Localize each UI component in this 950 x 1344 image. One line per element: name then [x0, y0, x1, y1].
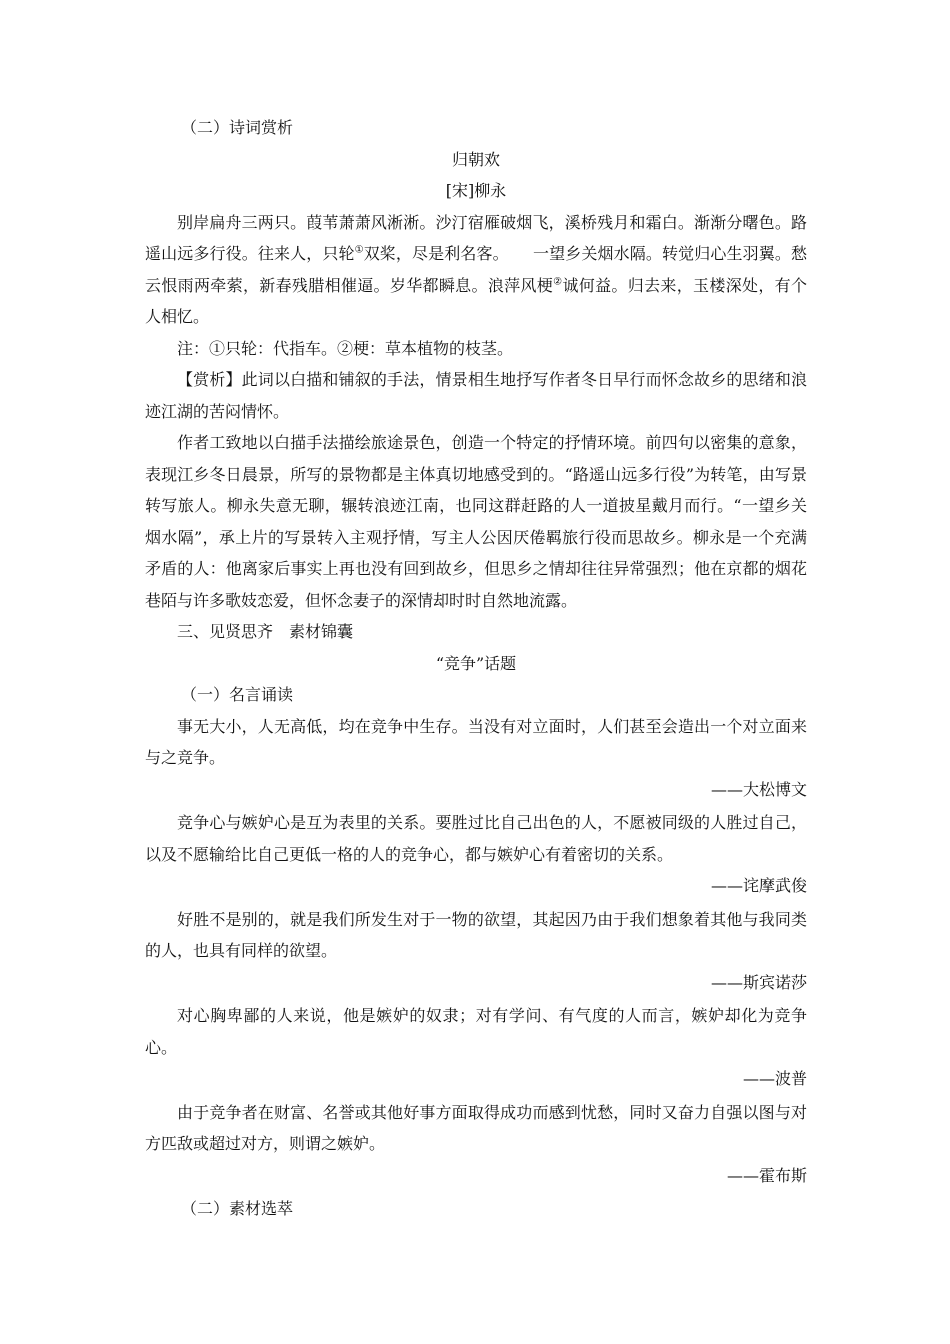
document-page	[145, 112, 807, 1225]
quote-text: 事无大小，人无高低，均在竞争中生存。当没有对立面时，人们甚至会造出一个对立面来与之竞争。	[145, 716, 807, 767]
poem-text-part-2: 双桨，尽是利名客。 一望乡关烟水隔。转觉归心生羽翼。愁云恨雨两牵萦，新春残腊相催逼。岁华都瞬息。浪萍风梗	[145, 244, 807, 295]
quote-item	[145, 1097, 807, 1192]
poem-text-part-1: 别岸扁舟三两只。葭苇萧萧风淅淅。沙汀宿雁破烟飞，溪桥残月和霜白。渐渐分曙色。路遥山远多行役。往来人，只轮	[145, 212, 807, 263]
poem-body	[145, 207, 807, 333]
poem-note: 注：①只轮：代指车。②梗：草本植物的枝茎。	[177, 338, 514, 358]
quote-text: 竞争心与嫉妒心是互为表里的关系。要胜过比自己出色的人，不愿被同级的人胜过自己，以及不愿输给比自己更低一格的人的竞争心，都与嫉妒心有着密切的关系。	[145, 813, 807, 864]
sub-heading-quotes: （一）名言诵读	[181, 685, 294, 704]
footnote-mark-1: ①	[354, 244, 364, 256]
section-heading-three: 三、见贤思齐 素材锦囊	[177, 622, 354, 641]
quote-item	[145, 1000, 807, 1095]
footnote-mark-2: ②	[553, 276, 563, 288]
poem-title: 归朝欢	[451, 149, 500, 169]
quote-author: ——诧摩武俊	[710, 876, 807, 895]
appreciation-paragraph-2: 作者工致地以白描手法描绘旅途景色，创造一个特定的抒情环境。前四句以密集的意象，表现江乡冬日晨景，所写的景物都是主体真切地感受到的。“路遥山远多行役”为转笔，由写景转写旅人。柳永失意无聊，辗转浪迹江南，也同这群赶路的人一道披星戴月而行。“一望乡关烟水隔”，承上片的写景转入主观抒情，写主人公因厌倦羁旅行役而思故乡。柳永是一个充满矛盾的人：他离家后事实上再也没有回到故乡，但思乡之情却往往异常强烈；他在京都的烟花巷陌与许多歌妓恋爱，但怀念妻子的深情却时时自然地流露。	[145, 433, 807, 610]
quote-author: ——斯宾诺莎	[710, 972, 807, 992]
quote-author: ——大松博文	[710, 779, 807, 799]
sub-heading-materials: （二）素材选萃	[181, 1199, 294, 1218]
quote-text: 好胜不是别的，就是我们所发生对于一物的欲望，其起因乃由于我们想象着其他与我同类的人，也具有同样的欲望。	[145, 909, 807, 960]
poem-text-part-3: 诚何益。归去来，玉楼深处，有个人相忆。	[145, 275, 807, 326]
quote-author: ——波普	[742, 1069, 807, 1088]
section-heading-poetry: （二）诗词赏析	[181, 118, 294, 137]
quote-item	[145, 807, 807, 902]
topic-title: “竞争”话题	[435, 653, 517, 673]
quote-text: 由于竞争者在财富、名誉或其他好事方面取得成功而感到忧愁，同时又奋力自强以图与对方匹敌或超过对方，则谓之嫉妒。	[145, 1102, 807, 1153]
quote-author: ——霍布斯	[726, 1165, 807, 1185]
appreciation-paragraph-1: 【赏析】此词以白描和铺叙的手法，情景相生地抒写作者冬日早行而怀念故乡的思绪和浪迹江湖的苦闷情怀。	[145, 370, 807, 421]
poem-author: [宋]柳永	[445, 181, 507, 200]
quote-text: 对心胸卑鄙的人来说，他是嫉妒的奴隶；对有学问、有气度的人而言，嫉妒却化为竞争心。	[145, 1006, 807, 1057]
quote-item	[145, 711, 807, 806]
quote-item	[145, 904, 807, 999]
